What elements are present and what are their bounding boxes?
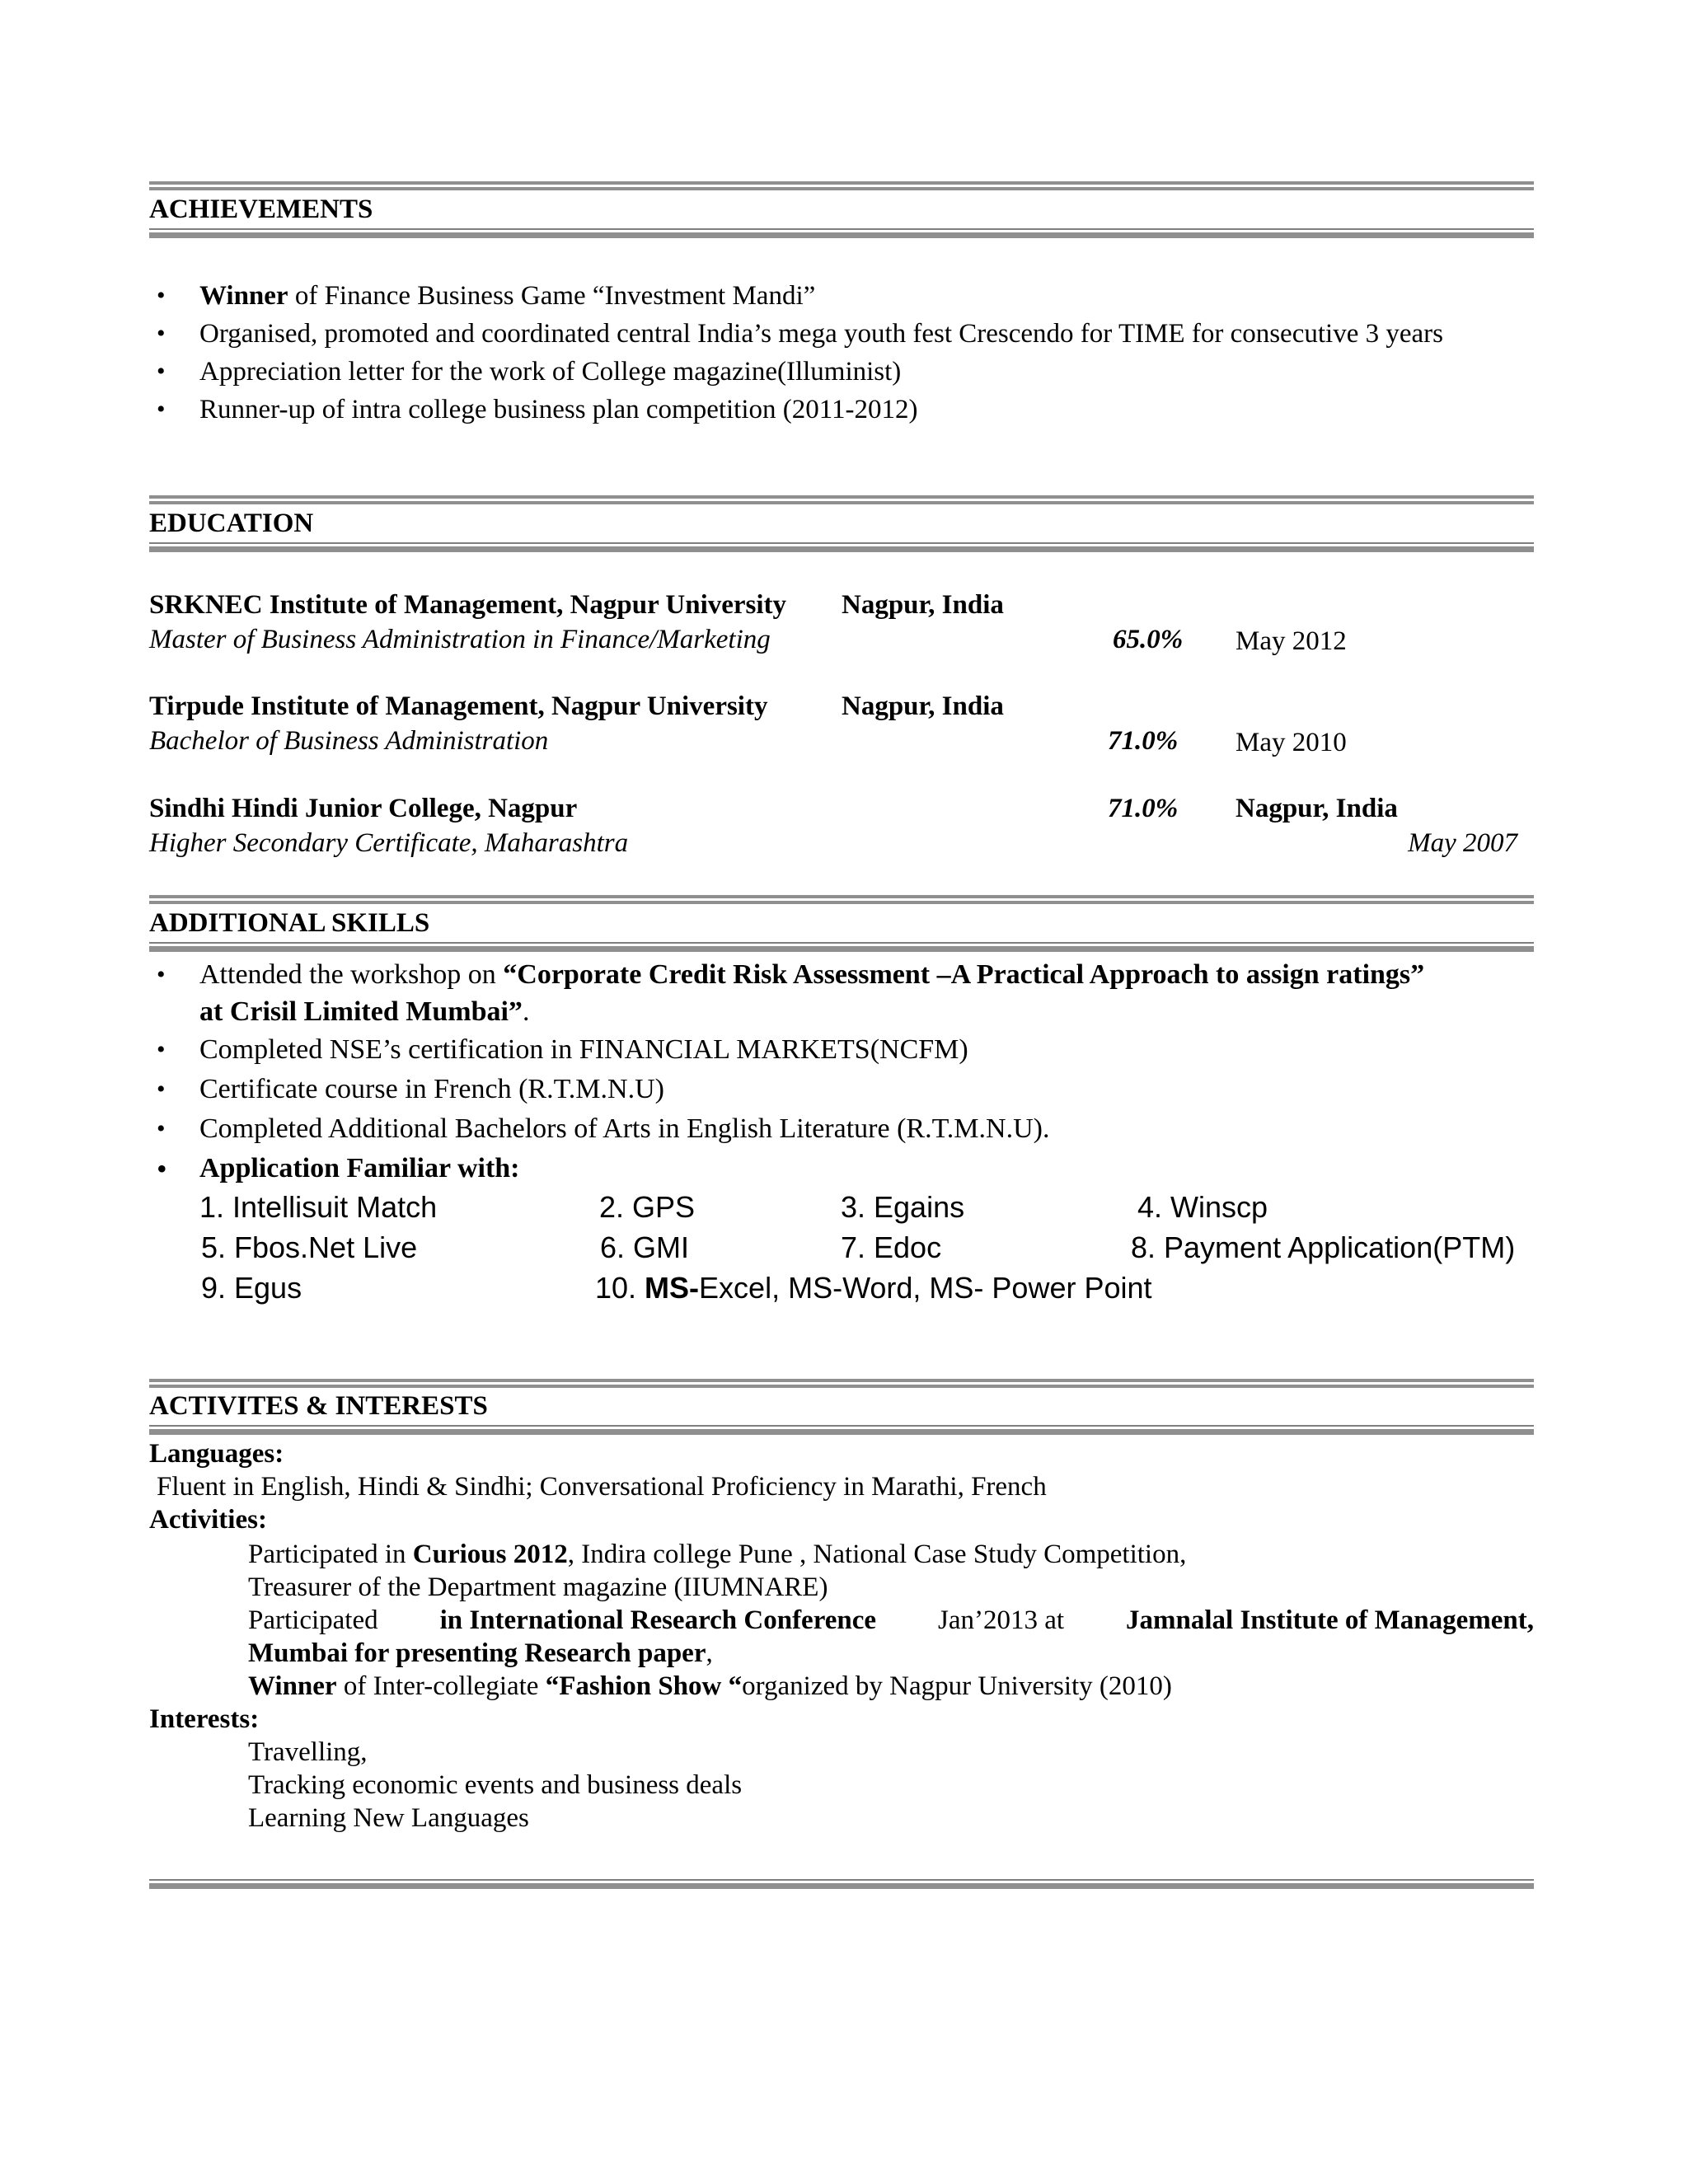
- education-institution: Sindhi Hindi Junior College, Nagpur: [149, 794, 578, 823]
- education-location: Nagpur, India: [1236, 794, 1398, 823]
- skill-workshop: Attended the workshop on “Corporate Credit Risk Assessment –A Practical Approach to assign ratings”: [199, 959, 1425, 990]
- education-degree: Bachelor of Business Administration: [149, 726, 549, 756]
- skill-item: Completed Additional Bachelors of Arts in English Literature (R.T.M.N.U).: [199, 1113, 1050, 1144]
- education-date: May 2007: [1408, 828, 1517, 858]
- education-date: May 2012: [1236, 626, 1347, 656]
- education-date: May 2010: [1236, 728, 1347, 757]
- education-institution: SRKNEC Institute of Management, Nagpur University: [149, 590, 787, 620]
- achievement-item: Appreciation letter for the work of College magazine(Illuminist): [199, 357, 902, 387]
- interest-item: Travelling,: [248, 1737, 368, 1767]
- app-item: 9. Egus: [201, 1271, 302, 1305]
- education-degree: Master of Business Administration in Finance/Marketing: [149, 625, 771, 654]
- interest-item: Tracking economic events and business deals: [248, 1770, 743, 1800]
- education-location: Nagpur, India: [842, 691, 1004, 721]
- skills-heading: ADDITIONAL SKILLS: [149, 908, 430, 938]
- achievement-item: Runner-up of intra college business plan competition (2011-2012): [199, 395, 918, 424]
- activity-item: Treasurer of the Department magazine (IIUMNARE): [248, 1572, 828, 1602]
- app-item: 5. Fbos.Net Live: [201, 1230, 418, 1264]
- activities-heading: ACTIVITES & INTERESTS: [149, 1391, 488, 1421]
- app-item: 7. Edoc: [841, 1230, 942, 1264]
- education-degree: Higher Secondary Certificate, Maharashtra: [149, 828, 629, 858]
- bullet-icon: •: [157, 1152, 167, 1185]
- bullet-icon: •: [157, 320, 166, 347]
- bullet-icon: •: [157, 961, 166, 988]
- bullet-icon: •: [157, 1036, 166, 1063]
- app-item: 6. GMI: [600, 1230, 690, 1264]
- activity-item: Participated in International Research Conference Jan’2013 at Jamnalal Institute of Management,: [248, 1605, 1534, 1635]
- education-score: 71.0%: [1108, 726, 1179, 756]
- education-heading: EDUCATION: [149, 509, 314, 538]
- interest-item: Learning New Languages: [248, 1803, 529, 1833]
- achievement-item: Organised, promoted and coordinated central India’s mega youth fest Crescendo for TIME for consecutive 3 years: [199, 319, 1443, 349]
- languages-text: Fluent in English, Hindi & Sindhi; Conversational Proficiency in Marathi, French: [157, 1472, 1047, 1502]
- skill-item: Certificate course in French (R.T.M.N.U): [199, 1074, 664, 1104]
- activity-item: Participated in Curious 2012, Indira college Pune , National Case Study Competition,: [248, 1540, 1187, 1569]
- bullet-icon: •: [157, 396, 166, 423]
- activities-label: Activities:: [149, 1505, 267, 1535]
- languages-label: Languages:: [149, 1439, 284, 1469]
- skill-workshop-cont: at Crisil Limited Mumbai”.: [199, 996, 530, 1027]
- interests-label: Interests:: [149, 1704, 260, 1734]
- skill-item: Completed NSE’s certification in FINANCIAL MARKETS(NCFM): [199, 1034, 968, 1065]
- app-item: 8. Payment Application(PTM): [1131, 1230, 1516, 1264]
- education-location: Nagpur, India: [842, 590, 1004, 620]
- app-item: 1. Intellisuit Match: [199, 1190, 438, 1224]
- apps-label: Application Familiar with:: [199, 1153, 520, 1183]
- achievement-item: Winner of Finance Business Game “Investment Mandi”: [199, 281, 816, 311]
- achievements-heading: ACHIEVEMENTS: [149, 194, 373, 224]
- bullet-icon: •: [157, 282, 166, 309]
- activity-item-cont: Mumbai for presenting Research paper,: [248, 1638, 713, 1668]
- app-item: 3. Egains: [841, 1190, 965, 1224]
- education-institution: Tirpude Institute of Management, Nagpur University: [149, 691, 768, 721]
- bullet-icon: •: [157, 1115, 166, 1142]
- app-item: 2. GPS: [599, 1190, 696, 1224]
- app-item: 4. Winscp: [1137, 1190, 1268, 1224]
- activity-item: Winner of Inter-collegiate “Fashion Show “organized by Nagpur University (2010): [248, 1671, 1172, 1701]
- app-item: 10. MS-Excel, MS-Word, MS- Power Point: [595, 1271, 1152, 1305]
- education-score: 65.0%: [1113, 625, 1184, 654]
- bullet-icon: •: [157, 358, 166, 385]
- education-score: 71.0%: [1108, 794, 1179, 823]
- bullet-icon: •: [157, 1076, 166, 1103]
